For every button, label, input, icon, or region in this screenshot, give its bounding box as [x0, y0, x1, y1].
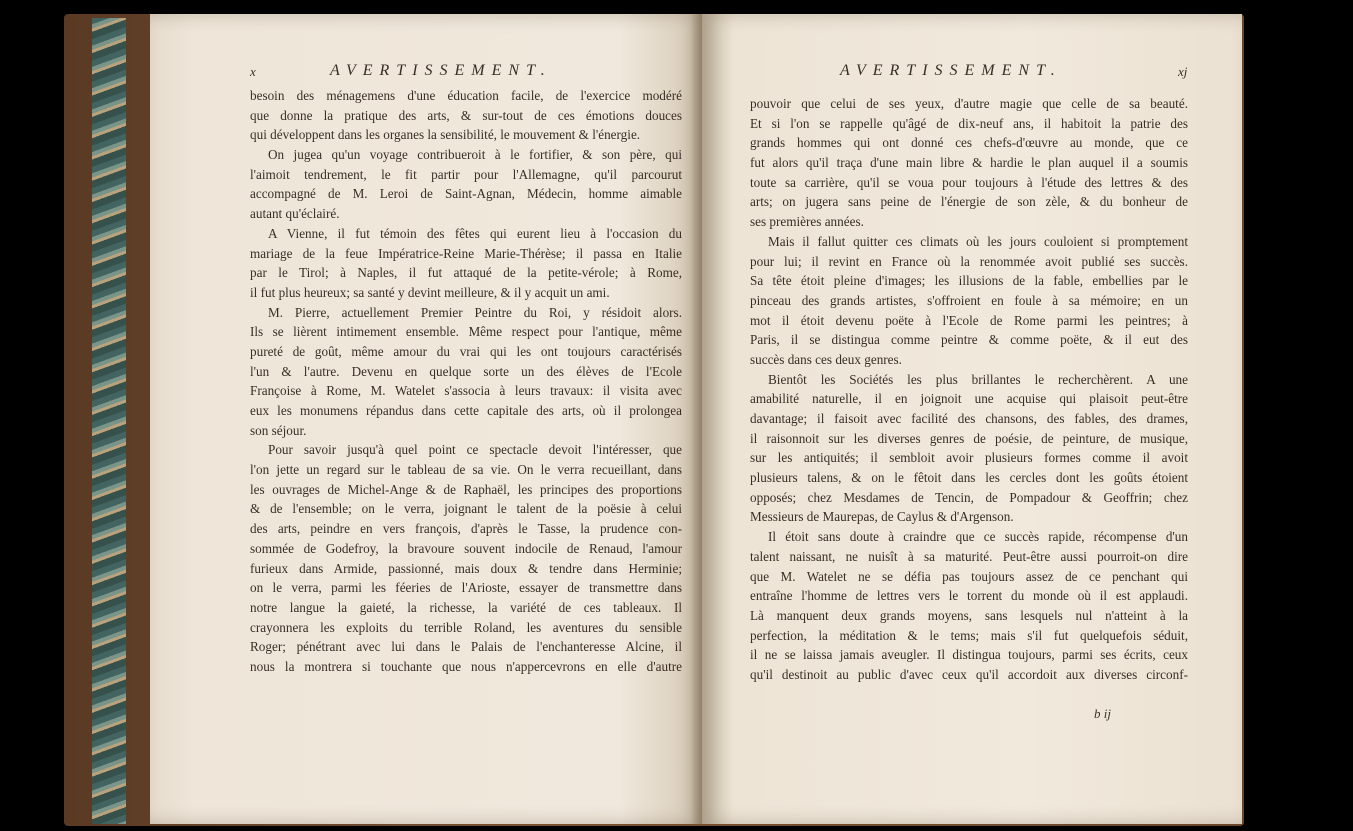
text-line: & de l'ensemble; on le verra, joignant le talent de la poësie à celui [250, 501, 682, 517]
text-line: Ils se lièrent intimement ensemble. Même respect pour l'antique, même [250, 324, 682, 340]
text-line: autant qu'éclairé. [250, 206, 340, 222]
text-line: Il étoit sans doute à craindre que ce succès rapide, récompense d'un [768, 529, 1188, 545]
text-line: qu'il destinoit au public d'avec ceux qu'il accordoit aux diverses circonf- [750, 666, 1188, 682]
text-line: toute sa carrière, qu'il se voua pour toujours à l'étude des lettres & des [750, 174, 1188, 190]
text-line: plusieurs talens, & on le fêtoit dans les cercles dont les goûts étoient [750, 470, 1188, 486]
text-line: entraîne l'homme de lettres vers le torrent du monde où il est applaudi. [750, 588, 1188, 604]
text-line: que M. Watelet ne se défia pas toujours assez de ce penchant qui [750, 568, 1188, 584]
text-line: furieux dans Armide, passionné, mais doux & tendre dans Herminie; [250, 560, 682, 576]
text-line: fut alors qu'il traça d'une main libre & hardie le plan auquel il a soumis [750, 155, 1188, 171]
text-line: Bientôt les Sociétés les plus brillantes le recherchèrent. A une [768, 371, 1188, 387]
signature-mark: b ij [1094, 706, 1111, 721]
left-page-text [250, 86, 682, 677]
text-line: opposés; chez Mesdames de Tencin, de Pompadour & Geoffrin; chez [750, 489, 1188, 505]
text-line: son séjour. [250, 422, 307, 438]
right-page-number: xj [1178, 64, 1188, 79]
text-line: eux les monumens répandus dans cette capitale des arts, où il prolongea [250, 403, 682, 418]
text-line: qui développent dans les organes la sensibilité, le mouvement & l'énergie. [250, 127, 641, 143]
text-line: on le verra, parmi les féeries de l'Arioste, essayer de transmettre dans [250, 580, 682, 596]
text-line: amabilité naturelle, il en joignoit une acquise qui plaisoit peut-être [750, 391, 1188, 407]
text-line: succès dans ces deux genres. [750, 351, 902, 367]
text-line: besoin des ménagemens d'une éducation facile, de l'exercice modéré [250, 88, 682, 103]
left-page [150, 14, 702, 824]
text-line: il ne se laissa jamais aveugler. Il distingua toujours, parmi ses écrits, ceux [750, 647, 1188, 663]
text-line: les ouvrages de Michel-Ange & de Raphaël, les principes des proportions [250, 481, 682, 497]
text-line: Françoise à Rome, M. Watelet s'associa à leurs travaux: il visita avec [250, 383, 682, 399]
text-line: pureté de goût, même amour du vrai qui les ont toujours caractérisés [250, 343, 682, 359]
text-line: que donne la pratique des arts, & sur-tout de ces émotions douces [250, 107, 682, 123]
text-line: pour lui; il revint en France où la renommée avoit publié ses succès. [750, 253, 1188, 269]
text-line: l'un & l'autre. Devenu en quelque sorte un des élèves de l'Ecole [250, 363, 682, 379]
text-line: accompagné de M. Leroi de Saint-Agnan, Médecin, homme aimable [250, 186, 682, 202]
text-line: Messieurs de Maurepas, de Caylus & d'Argenson. [750, 509, 1014, 525]
text-line: il raisonnoit sur les diverses genres de poésie, de peinture, de musique, [750, 430, 1188, 446]
text-line: pinceau des grands artistes, s'offroient en foule à sa mémoire; en un [750, 292, 1188, 308]
text-line: mariage de la feue Impératrice-Reine Marie-Thérèse; il passa en Italie [250, 245, 682, 261]
text-line: l'aimoit tendrement, le fit partir pour l'Allemagne, qu'il parcourut [250, 166, 682, 182]
text-line: Et si l'on se rappelle qu'âgé de dix-neuf ans, il habitoit la patrie des [750, 115, 1188, 131]
text-line: M. Pierre, actuellement Premier Peintre du Roi, y résidoit alors. [268, 304, 682, 320]
text-line: Paris, il se distingua comme peintre & comme poëte, & il eut des [750, 332, 1188, 348]
text-line: sommée de Godefroy, la bravoure souvent indocile de Renaud, l'amour [250, 540, 682, 556]
text-line: ses premières années. [750, 214, 864, 230]
text-line: Mais il fallut quitter ces climats où les jours couloient si promptement [768, 233, 1188, 249]
right-page-text [750, 94, 1188, 685]
left-page-number: x [250, 64, 256, 79]
text-line: Là manquent deux grands moyens, sans lesquels nul n'atteint à la [750, 607, 1188, 623]
text-line: l'on jette un regard sur le tableau de sa vie. On le verra recueillant, dans [250, 462, 682, 478]
text-line: Pour savoir jusqu'à quel point ce spectacle devoit l'intéresser, que [268, 442, 682, 458]
text-line: On jugea qu'un voyage contribueroit à le fortifier, & son père, qui [268, 147, 682, 163]
text-line: perfection, la méditation & le tems; mais s'il fut quelquefois séduit, [750, 627, 1188, 643]
text-line: grands hommes qui ont donné ces chefs-d'œuvre au monde, que ce [750, 135, 1188, 151]
text-line: crayonnera les exploits du terrible Roland, les aventures du sensible [250, 619, 682, 635]
text-line: Roger; pénétrant avec lui dans le Palais de l'enchanteresse Alcine, il [250, 639, 682, 655]
text-line: davantage; il faisoit avec facilité des chansons, des fables, des drames, [750, 411, 1188, 426]
text-line: nous la montrera si touchante que nous n'appercevrons en elle d'autre [250, 658, 682, 674]
marbled-endpaper [92, 18, 126, 824]
text-line: talent naissant, ne nuisît à sa maturité. Peut-être aussi pourroit-on dire [750, 548, 1188, 564]
text-line: notre langue la gaieté, la richesse, la variété de ces tableaux. Il [250, 599, 682, 615]
text-line: pouvoir que celui de ses yeux, d'autre magie que celle de sa beauté. [750, 96, 1188, 111]
text-line: des arts, peindre en vers françois, d'après le Tasse, la prudence con- [250, 521, 682, 537]
text-line: Sa tête étoit pleine d'images; les illusions de la fable, embellies par le [750, 273, 1188, 289]
right-page [702, 14, 1242, 824]
text-line: sur les antiquités; il sembloit avoir plusieurs formes comme il avoit [750, 450, 1188, 466]
text-line: A Vienne, il fut témoin des fêtes qui eurent lieu à l'occasion du [268, 225, 682, 241]
text-line: arts; on jugera sans peine de l'énergie de son zèle, & du bonheur de [750, 194, 1188, 210]
right-running-head: AVERTISSEMENT. [840, 62, 1062, 79]
text-line: mot il étoit devenu poëte à l'Ecole de Rome parmi les peintres; à [750, 312, 1188, 328]
text-line: il fut plus heureux; sa santé y devint meilleure, & il y acquit un ami. [250, 284, 610, 300]
left-running-head: AVERTISSEMENT. [330, 62, 552, 79]
text-line: par le Tirol; à Naples, il fut attaqué de la petite-vérole; à Rome, [250, 265, 682, 281]
